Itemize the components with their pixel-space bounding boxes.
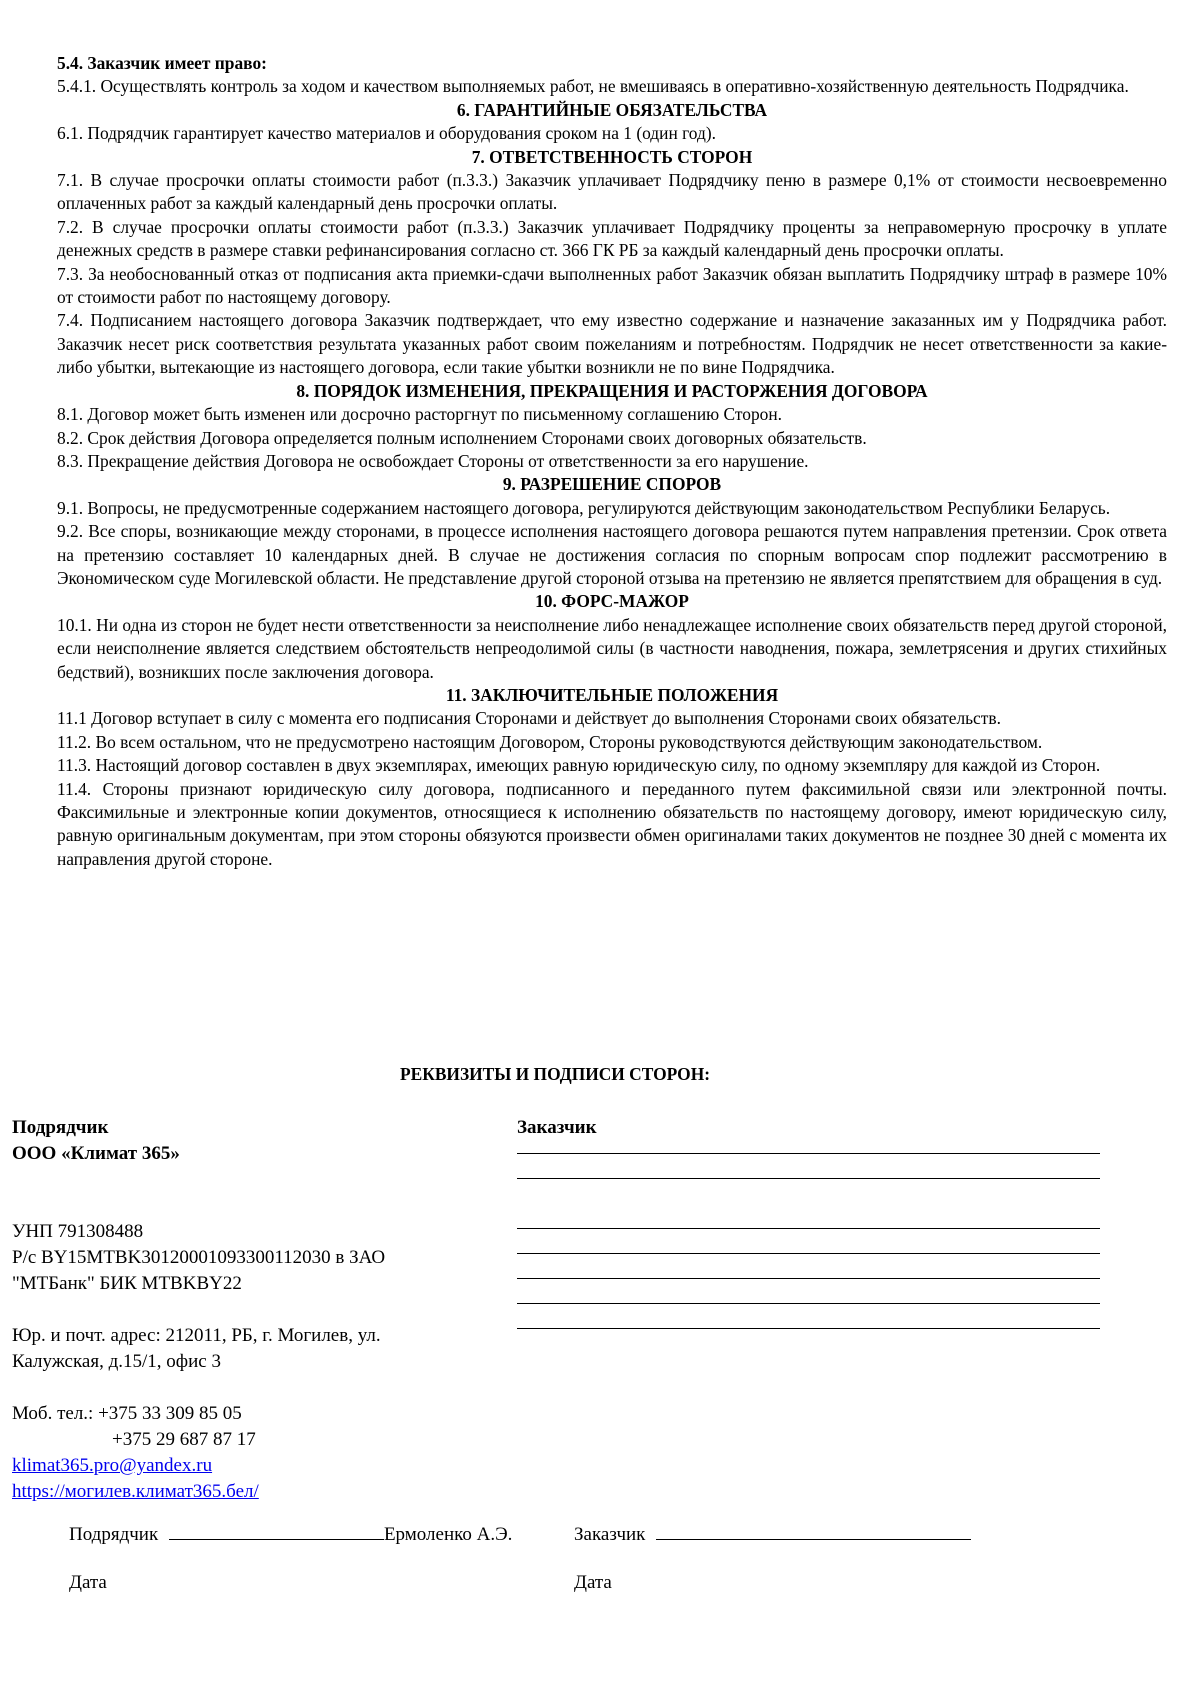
contractor-role: Подрядчик [12, 1117, 109, 1138]
clause-paragraph: 5.4.1. Осуществлять контроль за ходом и качеством выполняемых работ, не вмешиваясь в оперативно-хозяйственную деятельность Подрядчика. [57, 76, 1129, 97]
clause-paragraph: 7.2. В случае просрочки оплаты стоимости работ (п.3.3.) Заказчик уплачивает Подрядчику проценты за неправомерную просрочку в уплате денежных средств в размере ставки рефинансирования согласно ст. 366 ГК РБ за каждый календарный день просрочки оплаты. [57, 216, 1167, 261]
clause-paragraph: 8.1. Договор может быть изменен или досрочно расторгнут по письменному соглашению Сторон. [57, 404, 782, 425]
customer-date-label: Дата [574, 1572, 612, 1593]
clause-paragraph: 11.1 Договор вступает в силу с момента его подписания Сторонами и действует до выполнения Сторонами своих обязательств. [57, 708, 1001, 729]
clause-title: 5.4. Заказчик имеет право: [57, 53, 267, 73]
contractor-account-line1: Р/с BY15MTBK30120001093300112030 в ЗАО [12, 1247, 386, 1268]
customer-role: Заказчик [517, 1117, 597, 1138]
contractor-date-label: Дата [69, 1572, 107, 1593]
clause-paragraph: 8.2. Срок действия Договора определяется полным исполнением Сторонами своих договорных обязательств. [57, 427, 867, 448]
contractor-signature-row [69, 1521, 512, 1548]
contractor-requisites [12, 1115, 482, 1505]
contractor-address-line1: Юр. и почт. адрес: 212011, РБ, г. Могилев, ул. [12, 1325, 381, 1346]
section-heading: 9. РАЗРЕШЕНИЕ СПОРОВ [502, 474, 722, 495]
contractor-email-link[interactable]: klimat365.pro@yandex.ru [12, 1455, 213, 1476]
section-heading: 7. ОТВЕТСТВЕННОСТЬ СТОРОН [471, 146, 753, 167]
contractor-unp: УНП 791308488 [12, 1221, 144, 1242]
contractor-signatory-name: Ермоленко А.Э. [383, 1524, 513, 1545]
contractor-phone-line1: Моб. тел.: +375 33 309 85 05 [12, 1403, 242, 1424]
clause-paragraph: 6.1. Подрядчик гарантирует качество материалов и оборудования сроком на 1 (один год). [57, 123, 716, 144]
contractor-signature-label: Подрядчик [69, 1524, 159, 1545]
section-heading: 6. ГАРАНТИЙНЫЕ ОБЯЗАТЕЛЬСТВА [456, 99, 768, 120]
contractor-company: ООО «Климат 365» [12, 1143, 180, 1164]
customer-signature-label: Заказчик [574, 1524, 646, 1545]
clause-paragraph: 11.2. Во всем остальном, что не предусмотрено настоящим Договором, Стороны руководствуются действующим законодательством. [57, 731, 1043, 752]
customer-signature-row [574, 1521, 971, 1548]
section-heading: 11. ЗАКЛЮЧИТЕЛЬНЫЕ ПОЛОЖЕНИЯ [445, 684, 779, 705]
contract-page [57, 52, 1167, 871]
clause-paragraph: 7.1. В случае просрочки оплаты стоимости работ (п.3.3.) Заказчик уплачивает Подрядчику пеню в размере 0,1% от стоимости несвоевременно оплаченных работ за каждый календарный день просрочки оплаты. [57, 170, 1167, 214]
section-heading: 8. ПОРЯДОК ИЗМЕНЕНИЯ, ПРЕКРАЩЕНИЯ И РАСТОРЖЕНИЯ ДОГОВОРА [296, 380, 928, 401]
clause-paragraph: 9.1. Вопросы, не предусмотренные содержанием настоящего договора, регулируются действующим законодательством Республики Беларусь. [57, 497, 1111, 518]
clause-paragraph: 11.3. Настоящий договор составлен в двух экземплярах, имеющих равную юридическую силу, по одному экземпляру для каждой из Сторон. [57, 755, 1101, 776]
requisites-title: РЕКВИЗИТЫ И ПОДПИСИ СТОРОН: [399, 1064, 711, 1084]
clause-paragraph: 7.3. За необоснованный отказ от подписания акта приемки-сдачи выполненных работ Заказчик обязан выплатить Подрядчику штраф в размере 10% от стоимости работ по настоящему договору. [57, 263, 1167, 308]
clause-paragraph: 11.4. Стороны признают юридическую силу договора, подписанного и переданного путем факсимильной связи или электронной почты. Факсимильные и электронные копии документов, относящиеся к исполнению обязательств по настоящему договору, имеют юридическую силу, равную оригинальным документам, при этом стороны обязуются произвести обмен оригиналами таких документов не позднее 30 дней с момента их направления другой стороне. [57, 778, 1167, 869]
section-heading: 10. ФОРС-МАЖОР [535, 591, 689, 612]
contractor-website-link[interactable]: https://могилев.климат365.бел/ [12, 1481, 259, 1502]
contractor-account-line2: "МТБанк" БИК MTBKBY22 [12, 1273, 242, 1294]
contractor-address-line2: Калужская, д.15/1, офис 3 [12, 1351, 221, 1372]
clause-paragraph: 7.4. Подписанием настоящего договора Заказчик подтверждает, что ему известно содержание и назначение заказанных им у Подрядчика работ. Заказчик несет риск соответствия результата указанных работ своим пожеланиям и потребностям. Подрядчик не несет ответственности за какие-либо убытки, вытекающие из настоящего договора, если такие убытки возникли не по вине Подрядчика. [57, 310, 1167, 378]
clause-paragraph: 8.3. Прекращение действия Договора не освобождает Стороны от ответственности за его нарушение. [57, 450, 809, 471]
contractor-signature-line[interactable] [169, 1521, 384, 1540]
customer-signature-line[interactable] [656, 1521, 971, 1540]
customer-field-line[interactable] [517, 1328, 1100, 1329]
customer-requisites [517, 1115, 1107, 1329]
contract-sections [57, 52, 1167, 871]
clause-paragraph: 9.2. Все споры, возникающие между сторонами, в процессе исполнения настоящего договора решаются путем направления претензии. Срок ответа на претензию составляет 10 календарных дней. В случае не достижения согласия по спорным вопросам спор подлежит рассмотрению в Экономическом суде Могилевской области. Не представление другой стороной отзыва на претензию не является препятствием для обращения в суд. [57, 521, 1167, 588]
clause-paragraph: 10.1. Ни одна из сторон не будет нести ответственности за неисполнение либо ненадлежащее исполнение своих обязательств перед другой стороной, если неисполнение является следствием обстоятельств непреодолимой силы (в частности наводнения, пожара, землетрясения и других стихийных бедствий), возникших после заключения договора. [57, 614, 1167, 682]
contractor-phone-line2: +375 29 687 87 17 [112, 1429, 256, 1450]
